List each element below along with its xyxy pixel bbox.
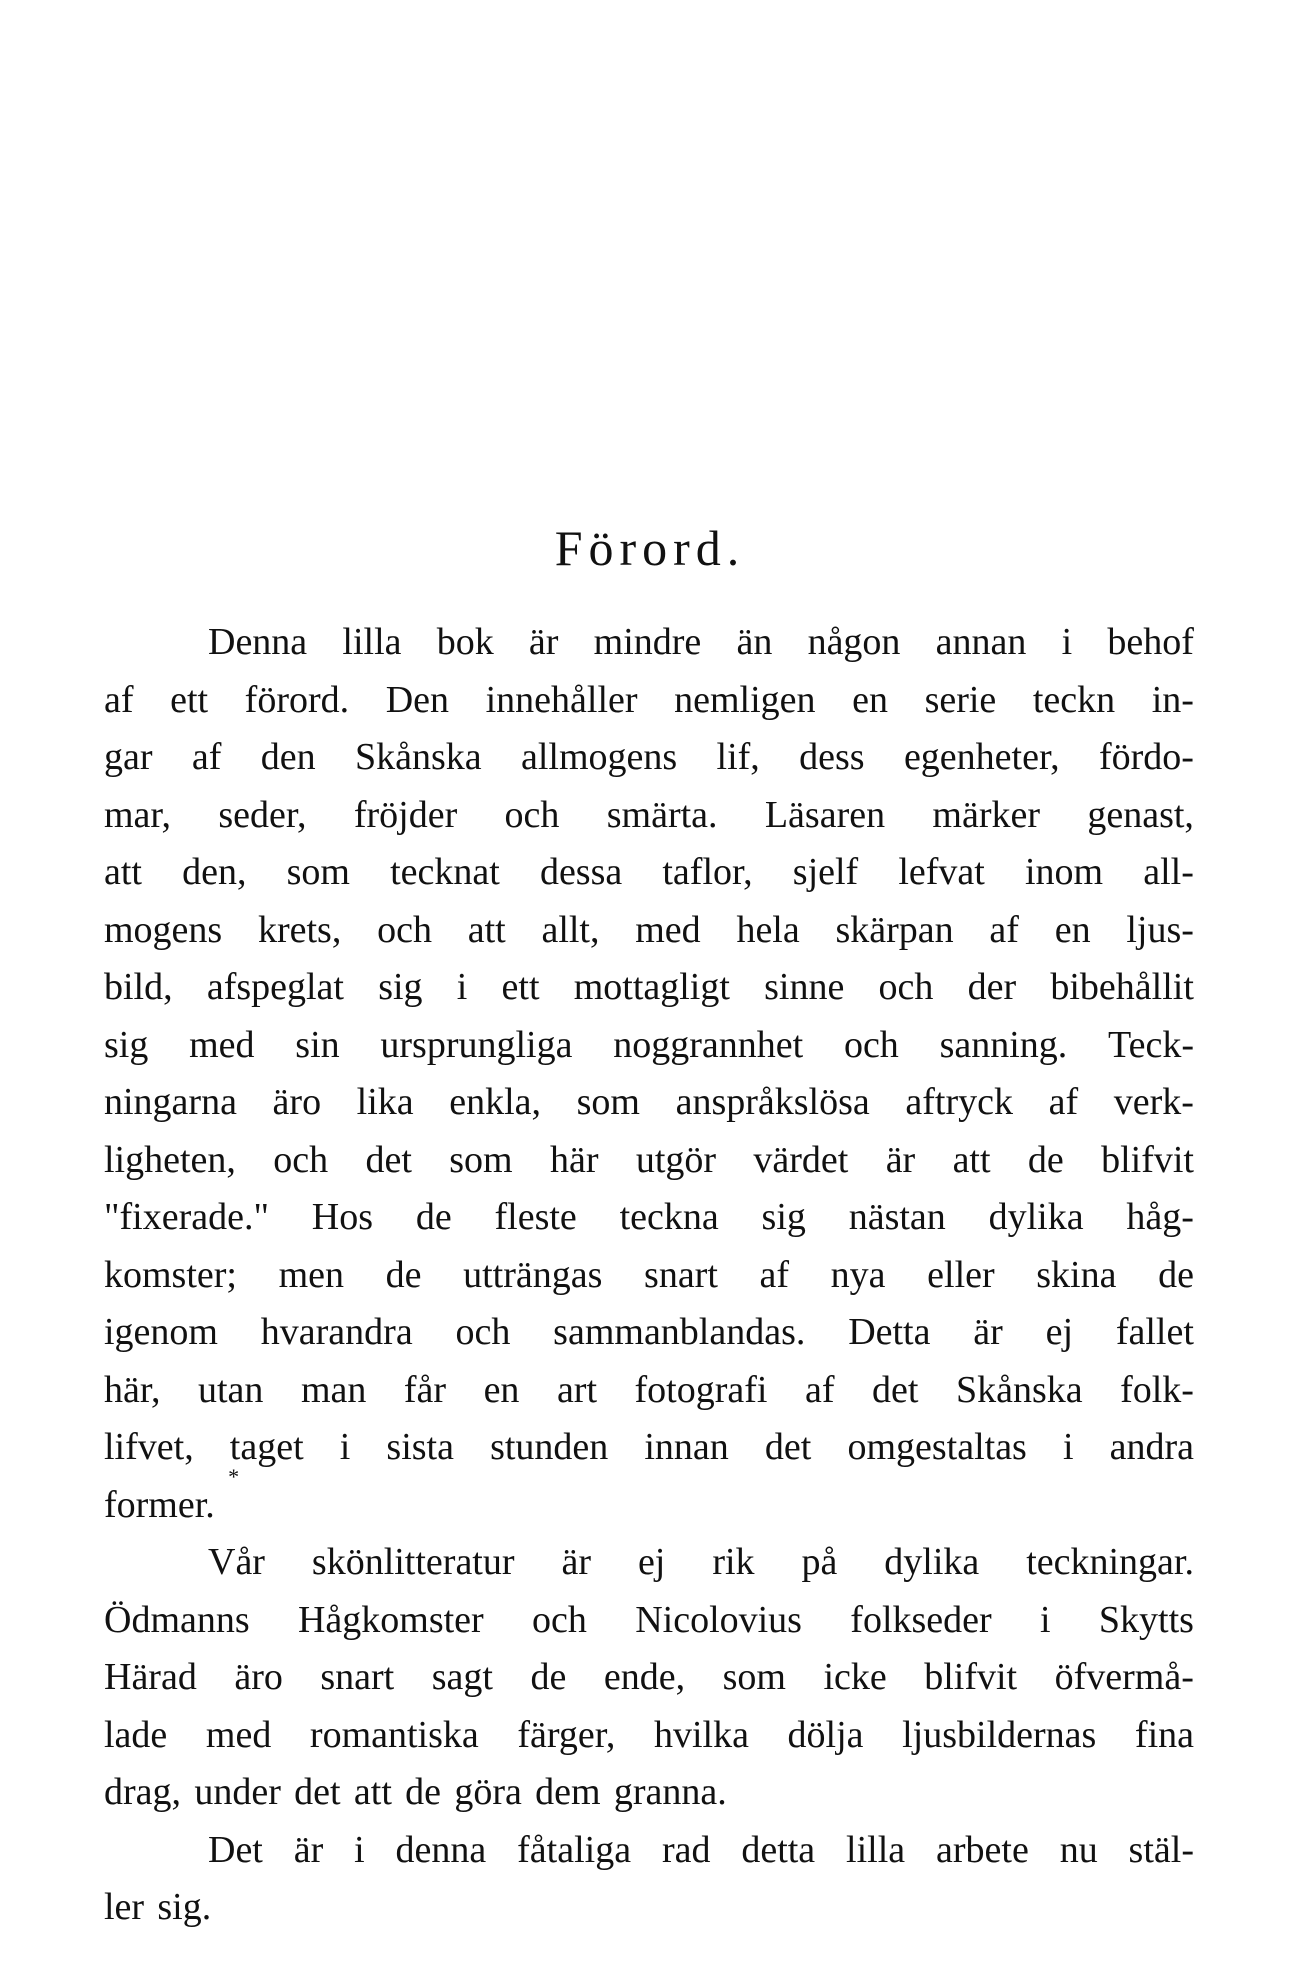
word: Teck- xyxy=(1108,1023,1194,1066)
word: äro xyxy=(272,1081,322,1123)
word: eller xyxy=(927,1253,995,1296)
word: någon xyxy=(807,621,901,663)
word: annan xyxy=(935,621,1027,663)
word: rik xyxy=(712,1541,755,1583)
word: i xyxy=(354,1828,365,1871)
word: skönlitteratur xyxy=(311,1541,515,1583)
word: allt, xyxy=(541,908,600,951)
word: i xyxy=(1040,1598,1051,1641)
word: smärta. xyxy=(606,793,718,836)
text-line xyxy=(104,1592,1194,1650)
preface-text xyxy=(104,614,1194,1937)
word: skärpan xyxy=(835,908,954,951)
word: innehåller xyxy=(485,678,638,721)
word: en xyxy=(1054,908,1091,951)
word: dessa xyxy=(539,851,623,893)
text-line xyxy=(104,1707,1194,1765)
word: af xyxy=(804,1368,835,1411)
word: fleste xyxy=(494,1196,577,1238)
word: bok xyxy=(436,621,494,663)
word: hvilka xyxy=(653,1713,749,1756)
word: de xyxy=(405,1771,442,1813)
word: förord. xyxy=(244,678,350,721)
word: lade xyxy=(104,1713,168,1756)
word: arbete xyxy=(936,1828,1029,1871)
word: former. xyxy=(104,1483,215,1526)
word: och xyxy=(273,1138,329,1181)
word: "fixerade." xyxy=(104,1196,269,1238)
word: det xyxy=(294,1771,341,1813)
word: sig xyxy=(378,966,423,1008)
word: blifvit xyxy=(924,1656,1018,1698)
word: ett xyxy=(170,678,209,721)
word: Härad xyxy=(104,1656,197,1698)
word: nu xyxy=(1059,1828,1098,1871)
word: är xyxy=(561,1541,591,1583)
word: mar, xyxy=(104,793,172,836)
word: är xyxy=(885,1138,916,1181)
word: att xyxy=(353,1771,392,1813)
word: de xyxy=(1158,1253,1194,1296)
word: afspeglat xyxy=(206,966,344,1008)
word: dölja xyxy=(787,1713,864,1756)
word: ningarna xyxy=(104,1081,237,1123)
word: det xyxy=(365,1138,412,1181)
word: lika xyxy=(356,1081,414,1123)
word: tecknat xyxy=(390,851,500,893)
word: all- xyxy=(1143,851,1194,893)
word: Detta xyxy=(848,1311,931,1353)
word: innan xyxy=(644,1426,729,1468)
word: de xyxy=(530,1656,567,1698)
text-line xyxy=(104,787,1194,845)
word: icke xyxy=(823,1656,887,1698)
word: snart xyxy=(320,1656,395,1698)
word: mindre xyxy=(593,621,702,663)
word: men xyxy=(278,1253,345,1296)
word: Skånska xyxy=(354,736,482,778)
word: sig. xyxy=(157,1886,212,1928)
text-line xyxy=(104,1463,1194,1535)
word: ljus- xyxy=(1126,908,1194,951)
word: ligheten, xyxy=(104,1138,236,1181)
word: sig xyxy=(104,1023,149,1066)
word: värdet xyxy=(753,1138,849,1181)
word: med xyxy=(189,1023,255,1066)
word: än xyxy=(736,621,773,663)
footnote-mark: * xyxy=(228,1463,240,1489)
word: under xyxy=(194,1771,281,1813)
word: och xyxy=(878,966,934,1008)
word: lifvet, xyxy=(104,1426,194,1468)
word: enkla, xyxy=(449,1081,542,1123)
word: inom xyxy=(1024,851,1104,893)
word: andra xyxy=(1109,1426,1194,1468)
word: fröjder xyxy=(353,793,458,836)
word: man xyxy=(300,1368,367,1411)
text-line xyxy=(104,1764,1194,1822)
word: ler xyxy=(104,1886,145,1928)
text-line xyxy=(104,729,1194,787)
word: med xyxy=(205,1713,272,1756)
word: är xyxy=(973,1311,1003,1353)
word: mogens xyxy=(104,908,223,951)
word: aftryck xyxy=(905,1081,1013,1123)
word: håg- xyxy=(1126,1196,1194,1238)
word: en xyxy=(483,1368,520,1411)
word: lif, xyxy=(716,736,760,778)
word: som xyxy=(286,851,350,893)
word: denna xyxy=(395,1828,487,1871)
word: detta xyxy=(741,1828,816,1871)
word: lefvat xyxy=(898,851,985,893)
text-line xyxy=(104,1362,1194,1420)
word: ende, xyxy=(603,1656,686,1698)
word: i xyxy=(456,966,468,1008)
word: och xyxy=(532,1598,587,1641)
word: Skånska xyxy=(955,1368,1083,1411)
word: igenom xyxy=(104,1311,218,1353)
word: omgestaltas xyxy=(847,1426,1027,1468)
word: att xyxy=(952,1138,991,1181)
word: der xyxy=(967,966,1017,1008)
word: allmogens xyxy=(520,736,678,778)
word: komster; xyxy=(104,1253,237,1296)
text-line xyxy=(104,1534,1194,1592)
word: utan xyxy=(198,1368,264,1411)
text-line xyxy=(104,1189,1194,1247)
word: dylika xyxy=(988,1196,1084,1238)
word: Skytts xyxy=(1098,1598,1194,1641)
word: sagt xyxy=(431,1656,493,1698)
word: dem xyxy=(535,1771,601,1813)
word: lilla xyxy=(846,1828,906,1871)
word: att xyxy=(467,908,506,951)
word: och xyxy=(843,1023,899,1066)
word: folk- xyxy=(1120,1368,1194,1411)
text-line xyxy=(104,1247,1194,1305)
word: Den xyxy=(385,678,450,721)
word: fördo- xyxy=(1098,736,1194,778)
word: Läsaren xyxy=(764,793,886,836)
word: som xyxy=(722,1656,786,1698)
word: drag, xyxy=(104,1771,182,1813)
word: bild, xyxy=(104,966,173,1008)
word: af xyxy=(104,678,134,721)
word: sin xyxy=(295,1023,340,1066)
word: det xyxy=(764,1426,812,1468)
word: taget xyxy=(229,1426,304,1468)
word: blifvit xyxy=(1101,1138,1194,1181)
word: behof xyxy=(1107,621,1194,663)
word: göra xyxy=(454,1771,522,1813)
word: de xyxy=(385,1253,422,1296)
word: bibehållit xyxy=(1050,966,1194,1008)
text-line xyxy=(104,1304,1194,1362)
word: Nicolovius xyxy=(635,1598,802,1641)
word: noggrannhet xyxy=(613,1023,804,1066)
word: fallet xyxy=(1115,1311,1194,1353)
word: i xyxy=(1061,621,1073,663)
word: af xyxy=(191,736,222,778)
text-line xyxy=(104,902,1194,960)
word: utgör xyxy=(635,1138,717,1181)
word: anspråkslösa xyxy=(675,1081,870,1123)
word: det xyxy=(872,1368,919,1411)
word: gar xyxy=(104,736,153,778)
word: taflor, xyxy=(662,851,753,893)
text-line xyxy=(104,1419,1194,1477)
word: Ödmanns xyxy=(104,1598,250,1641)
text-line xyxy=(104,614,1194,672)
word: romantiska xyxy=(309,1713,479,1756)
word: fåtaliga xyxy=(517,1828,632,1871)
word: nya xyxy=(830,1253,886,1296)
word: i xyxy=(1062,1426,1074,1468)
word: Det xyxy=(208,1828,263,1871)
word: en xyxy=(852,678,888,721)
word: hvarandra xyxy=(260,1311,413,1353)
word: krets, xyxy=(257,908,342,951)
text-line xyxy=(104,844,1194,902)
word: snart xyxy=(644,1253,718,1296)
word: sig xyxy=(761,1196,806,1238)
word: verk- xyxy=(1113,1081,1194,1123)
word: Hågkomster xyxy=(297,1598,484,1641)
word: här xyxy=(549,1138,599,1181)
word: in- xyxy=(1151,678,1194,721)
word: får xyxy=(403,1368,447,1411)
word: af xyxy=(759,1253,790,1296)
word: dylika xyxy=(884,1541,980,1583)
word: den, xyxy=(182,851,247,893)
word: här, xyxy=(104,1368,161,1411)
word: är xyxy=(528,621,559,663)
word: Denna xyxy=(208,621,308,663)
word: nemligen xyxy=(674,678,816,721)
word: nästan xyxy=(848,1196,946,1238)
word: med xyxy=(635,908,701,951)
word: teckn xyxy=(1032,678,1116,721)
text-line xyxy=(104,1074,1194,1132)
word: Hos xyxy=(311,1196,374,1238)
word: och xyxy=(455,1311,511,1353)
word: serie xyxy=(924,678,997,721)
word: teckna xyxy=(619,1196,719,1238)
word: är xyxy=(293,1828,324,1871)
word: ej xyxy=(1045,1311,1074,1353)
word: ursprungliga xyxy=(380,1023,573,1066)
word: sinne xyxy=(764,966,845,1008)
word: utträngas xyxy=(463,1253,603,1296)
word: hela xyxy=(736,908,800,951)
word: färger, xyxy=(517,1713,616,1756)
word: öfvermå- xyxy=(1054,1656,1194,1698)
word: skina xyxy=(1036,1253,1117,1296)
word: som xyxy=(449,1138,513,1181)
word: fina xyxy=(1134,1713,1194,1756)
word: af xyxy=(1048,1081,1079,1123)
word: den xyxy=(260,736,316,778)
text-line xyxy=(104,1132,1194,1190)
word: ej xyxy=(637,1541,666,1583)
word: granna. xyxy=(613,1771,727,1813)
word: sjelf xyxy=(792,851,859,893)
word: dess xyxy=(799,736,865,778)
word: äro xyxy=(234,1656,283,1698)
word: sista xyxy=(386,1426,454,1468)
word: på xyxy=(801,1541,838,1583)
word: art xyxy=(556,1368,598,1411)
word: seder, xyxy=(218,793,307,836)
word: i xyxy=(339,1426,351,1468)
text-line xyxy=(104,672,1194,730)
word: egenheter, xyxy=(903,736,1060,778)
word: att xyxy=(104,851,142,893)
word: och xyxy=(377,908,432,951)
word: mottagligt xyxy=(573,966,730,1008)
text-line xyxy=(104,1649,1194,1707)
word: stunden xyxy=(490,1426,609,1468)
page-title: Förord. xyxy=(554,520,746,576)
word: teckningar. xyxy=(1026,1541,1194,1583)
text-line xyxy=(104,1017,1194,1075)
word: de xyxy=(1027,1138,1064,1181)
word: sammanblandas. xyxy=(553,1311,806,1353)
word: de xyxy=(415,1196,452,1238)
word: sanning. xyxy=(939,1023,1068,1066)
word: Vår xyxy=(208,1541,265,1583)
text-line xyxy=(104,1879,1194,1937)
word: stäl- xyxy=(1128,1828,1194,1871)
word: märker xyxy=(932,793,1041,836)
word: folkseder xyxy=(850,1598,992,1641)
word: ett xyxy=(501,966,540,1008)
word: genast, xyxy=(1087,793,1194,836)
text-line xyxy=(104,1822,1194,1880)
text-line xyxy=(104,959,1194,1017)
word: lilla xyxy=(342,621,402,663)
word: af xyxy=(989,908,1019,951)
word: och xyxy=(504,793,560,836)
word: som xyxy=(576,1081,640,1123)
word: fotografi xyxy=(634,1368,768,1411)
word: ljusbildernas xyxy=(902,1713,1097,1756)
word: rad xyxy=(661,1828,711,1871)
